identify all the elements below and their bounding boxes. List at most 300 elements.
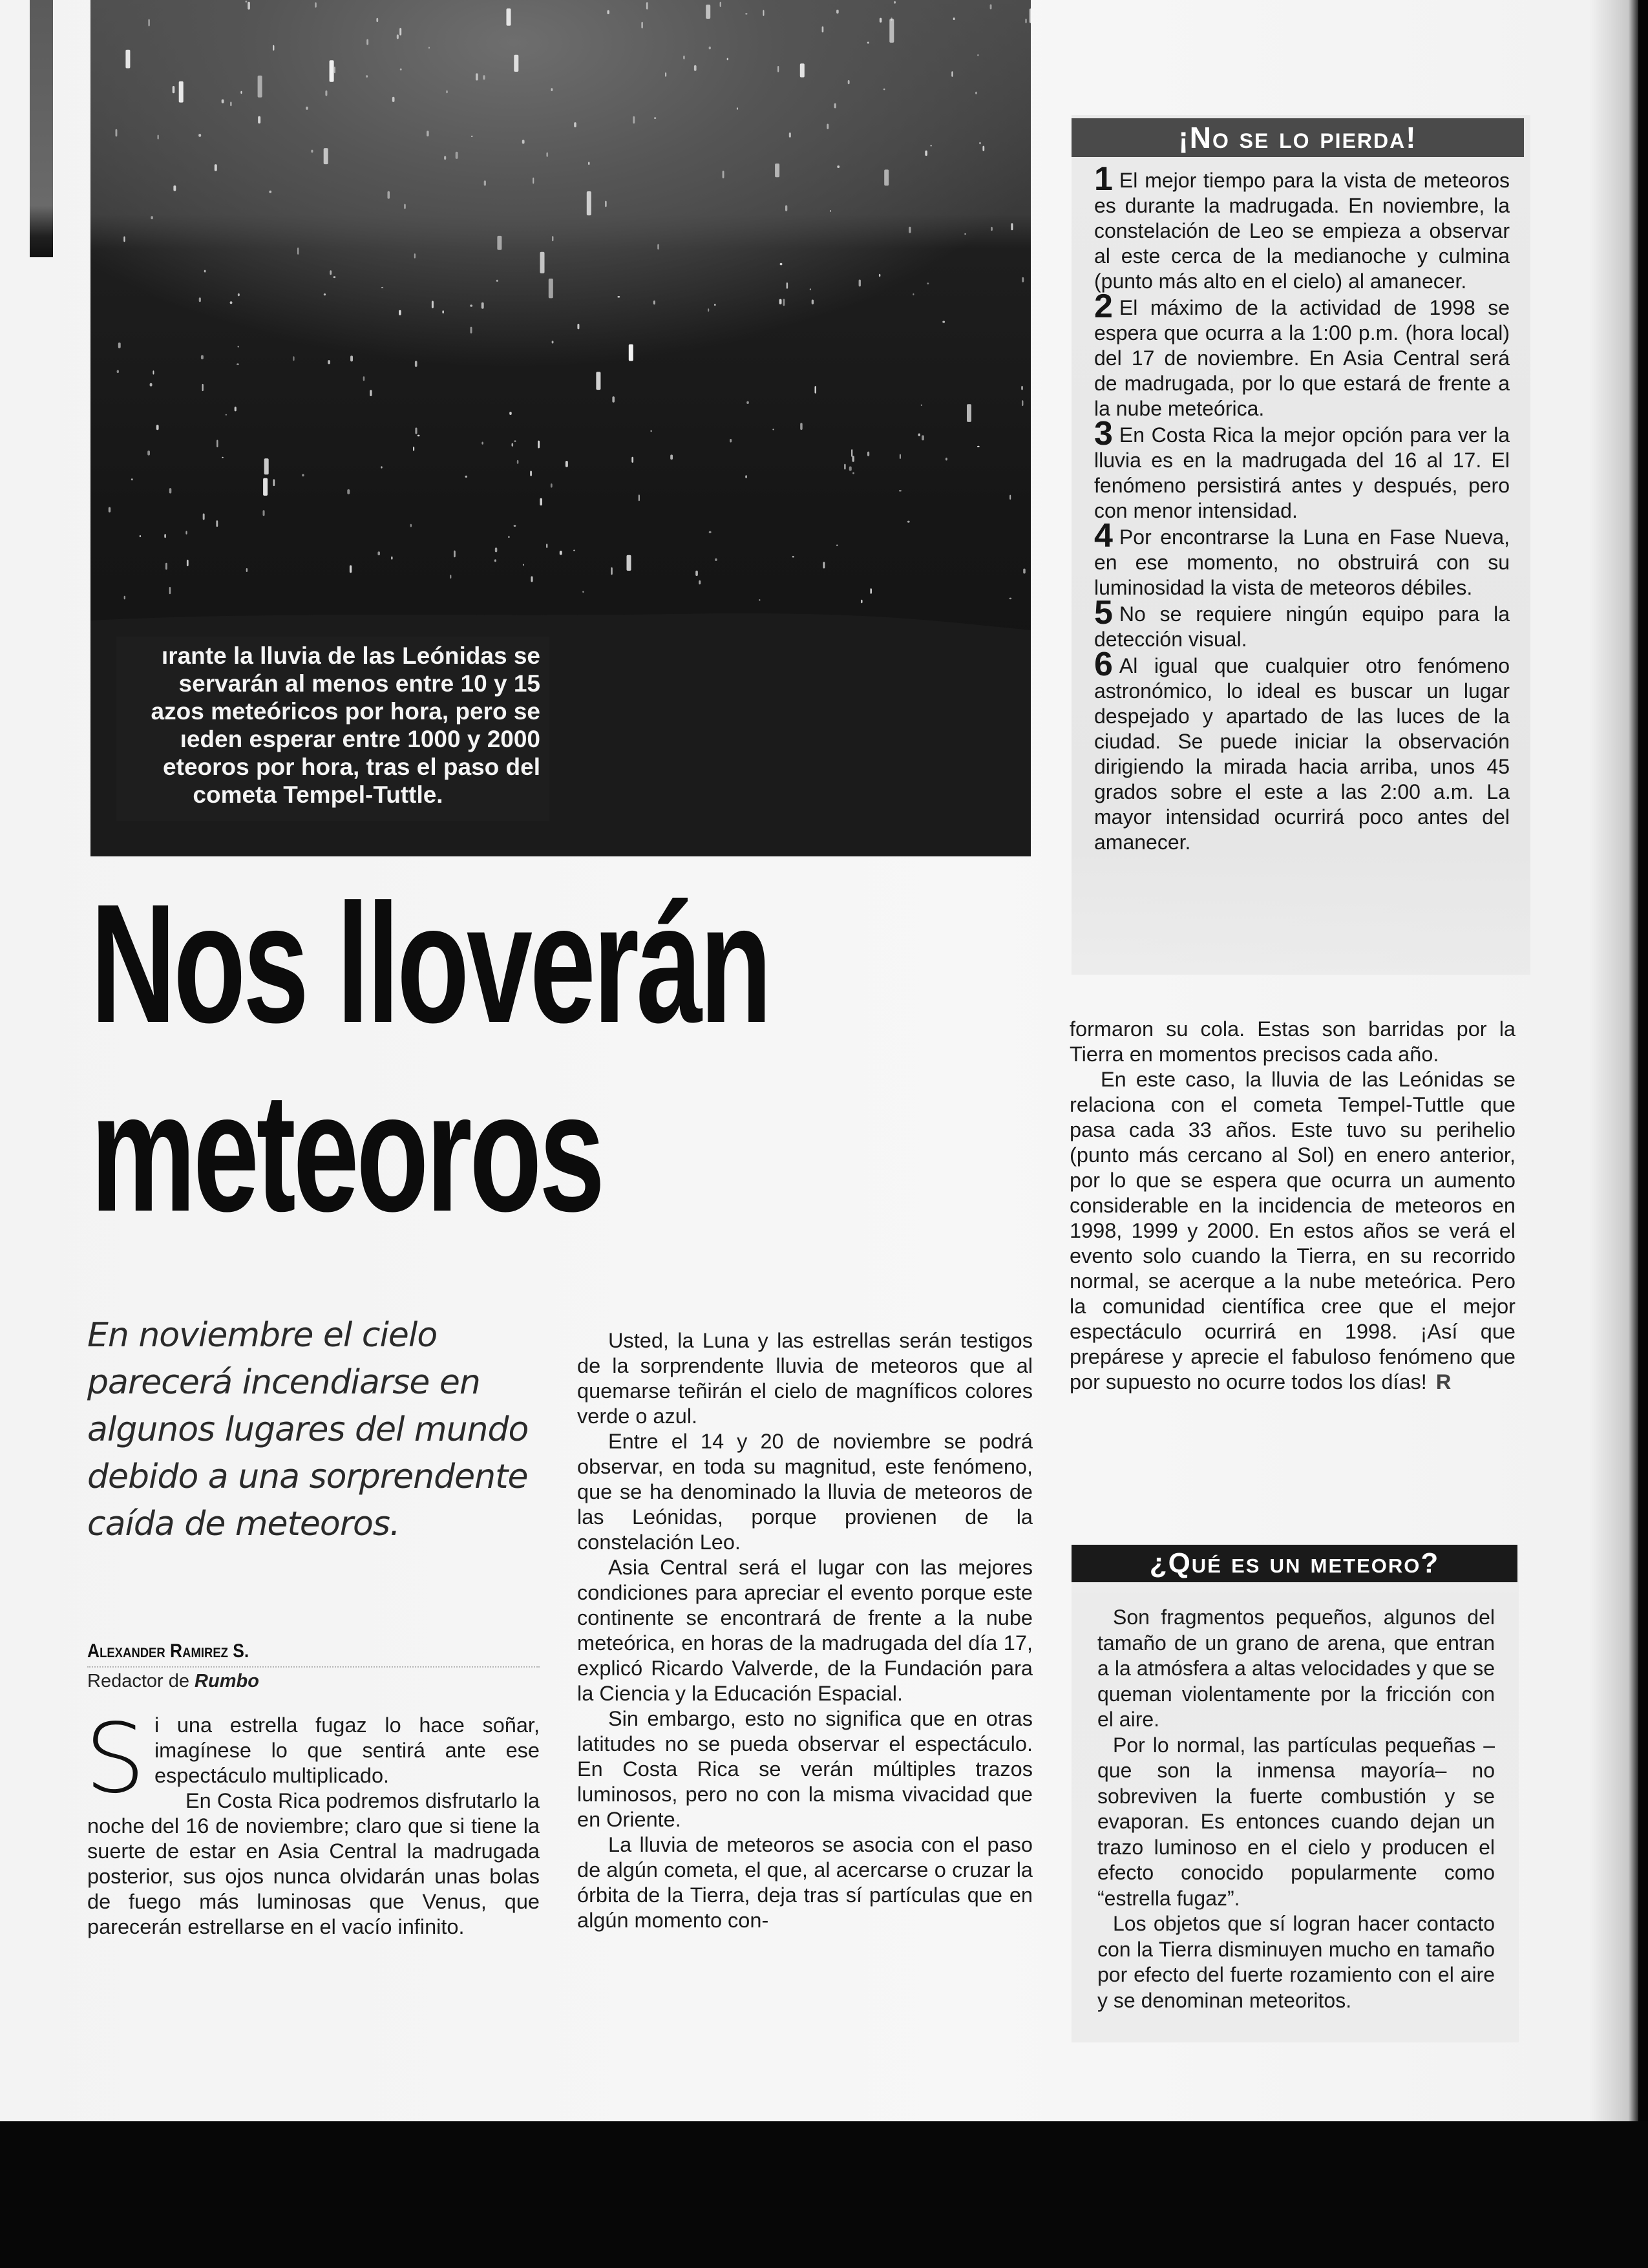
meteor-streak xyxy=(953,17,955,20)
meteor-streak xyxy=(918,434,921,436)
scanner-edge-right xyxy=(1638,0,1648,2121)
meteor-streak xyxy=(187,560,189,566)
meteor-streak xyxy=(333,276,336,278)
meteor-streak xyxy=(147,450,150,456)
meteor-streak xyxy=(867,452,869,456)
meteor-streak xyxy=(800,63,805,77)
body-paragraph: Sin embargo, esto no significa que en otras latitudes no se pueda observar el espectáculo. En Costa Rica se verán múltiples trazos luminosos, pero no con la misma vivacidad que en Oriente. xyxy=(577,1707,1033,1831)
meteor-streak xyxy=(694,65,697,71)
meteor-streak xyxy=(481,302,484,309)
meteor-streak xyxy=(967,404,971,422)
meteor-streak xyxy=(297,248,299,255)
meteor-streak xyxy=(415,428,417,434)
meteor-streak xyxy=(222,100,224,103)
meteor-streak xyxy=(670,454,673,460)
meteor-streak xyxy=(377,551,380,555)
meteor-streak xyxy=(530,471,532,476)
meteor-streak xyxy=(709,47,711,49)
meteor-streak xyxy=(642,22,643,28)
meteor-streak xyxy=(400,69,402,70)
meteor-streak xyxy=(118,343,121,348)
meteor-streak xyxy=(723,171,724,178)
meteor-streak xyxy=(201,355,204,359)
meteor-streak xyxy=(540,498,542,505)
meteor-streak xyxy=(376,18,378,22)
meteor-streak xyxy=(931,145,932,146)
meteor-streak xyxy=(507,8,511,26)
body-paragraph: Usted, la Luna y las estrellas serán testigos de la sorprendente lluvia de meteoros que al quemarse teñirán el cielo de magníficos colores verde o azul. xyxy=(577,1329,1033,1428)
meteor-streak xyxy=(428,47,430,49)
meteor-streak xyxy=(836,545,838,546)
meteor-streak xyxy=(263,478,268,496)
meteor-streak xyxy=(116,129,118,137)
meteor-streak xyxy=(427,131,428,136)
spine-strip xyxy=(30,0,53,257)
tip-item xyxy=(1094,415,1510,524)
tips-sidebar xyxy=(1072,115,1530,975)
meteor-streak xyxy=(900,454,901,460)
meteor-streak xyxy=(306,107,308,110)
meteor-streak xyxy=(884,169,889,185)
meteor-streak xyxy=(540,252,545,273)
meteor-streak xyxy=(215,164,217,171)
body-paragraph: La lluvia de meteoros se asocia con el paso de algún cometa, el que, al acercarse o cruzar la órbita de la Tierra, deja tras sí partículas que en algún momento con- xyxy=(577,1833,1033,1932)
meteor-streak xyxy=(587,191,591,215)
meteor-streak xyxy=(549,279,553,298)
meteor-streak xyxy=(470,304,472,307)
tip-number: 2 xyxy=(1094,288,1113,325)
sidebar-paragraph: Son fragmentos pequeños, algunos del tamaño de un grano de arena, que entran a la atmósfera a altas velocidades y que se queman violentamente por la fricción con el aire. xyxy=(1097,1606,1495,1731)
meteor-streak xyxy=(391,556,392,560)
meteor-streak xyxy=(894,1,896,4)
meteor-streak xyxy=(179,81,184,103)
meteor-streak xyxy=(977,446,980,447)
meteor-streak xyxy=(574,122,576,127)
meteor-streak xyxy=(991,227,993,231)
meteor-streak xyxy=(945,458,947,460)
tip-number: 1 xyxy=(1094,160,1113,198)
sidebar-paragraph: Los objetos que sí logran hacer contacto con la Tierra disminuyen mucho en tamaño por efecto del fuerte rozamiento con el aire y se denominan meteoritos. xyxy=(1097,1912,1495,2012)
tip-item xyxy=(1094,160,1510,294)
meteor-streak xyxy=(324,293,326,295)
meteor-streak xyxy=(551,483,553,488)
meteor-streak xyxy=(552,236,553,241)
meteor-streak xyxy=(334,67,335,73)
meteor-streak xyxy=(1022,277,1024,282)
meteor-streak xyxy=(302,474,304,476)
meteor-streak xyxy=(533,178,534,184)
meteor-streak xyxy=(203,513,205,520)
meteor-streak xyxy=(484,180,486,185)
author-role xyxy=(87,1671,259,1692)
meteor-streak xyxy=(982,146,984,151)
meteor-streak xyxy=(1009,598,1012,600)
tips-list xyxy=(1094,160,1510,855)
body-paragraph: Entre el 14 y 20 de noviembre se podrá observar, en toda su magnitud, este fenómeno, que se ha denominado la lluvia de meteoros de las Leónidas, porque provienen de la constelación Leo. xyxy=(577,1430,1033,1554)
meteor-streak xyxy=(1025,19,1026,23)
meteor-streak xyxy=(226,414,227,416)
meteor-streak xyxy=(512,443,514,447)
meteor-streak xyxy=(173,185,176,191)
meteor-streak xyxy=(293,356,294,361)
meteor-streak xyxy=(852,456,854,462)
meteor-streak xyxy=(977,54,978,56)
meteor-streak xyxy=(964,233,966,235)
meteor-streak xyxy=(366,75,368,78)
caption-line: eteoros por hora, tras el paso del xyxy=(163,754,540,780)
tip-item xyxy=(1094,288,1510,421)
meteor-streak xyxy=(546,153,548,157)
caption-line: azos meteóricos por hora, pero se xyxy=(151,698,540,725)
meteor-streak xyxy=(514,525,516,527)
meteor-streak xyxy=(573,550,575,551)
meteor-streak xyxy=(240,91,242,94)
meteor-streak xyxy=(848,80,850,84)
tip-item xyxy=(1094,646,1510,855)
meteor-streak xyxy=(709,531,712,534)
meteor-streak xyxy=(720,2,721,7)
byline-divider xyxy=(87,1666,540,1668)
meteor-streak xyxy=(517,460,519,464)
meteor-streak xyxy=(450,575,451,578)
tip-item xyxy=(1094,517,1510,600)
meteor-streak xyxy=(483,75,485,79)
meteor-streak xyxy=(258,116,260,123)
meteor-streak xyxy=(565,461,568,467)
meteor-streak xyxy=(646,2,648,9)
meteor-streak xyxy=(149,19,150,26)
meteor-streak xyxy=(456,152,458,159)
meteor-streak xyxy=(1009,495,1011,500)
meteor-streak xyxy=(927,282,929,284)
meteor-streak xyxy=(315,3,316,8)
meteor-streak xyxy=(657,244,659,250)
meteor-streak xyxy=(607,10,609,14)
meteor-streak xyxy=(695,571,698,576)
meteor-sidebar-body xyxy=(1097,1605,1495,2013)
caption-line: cometa Tempel-Tuttle. xyxy=(193,781,443,808)
meteor-streak xyxy=(169,587,171,594)
meteor-streak xyxy=(871,588,872,594)
meteor-streak xyxy=(746,401,749,404)
meteor-streak xyxy=(246,568,248,572)
meteor-streak xyxy=(979,142,981,145)
meteor-streak xyxy=(789,132,791,138)
meteor-streak xyxy=(852,472,854,474)
meteor-streak xyxy=(810,288,811,290)
meteor-streak xyxy=(230,101,232,106)
article-deck: En noviembre el cielo parecerá incendiarse en algunos lugares del mundo debido a una sorprendente caída de meteoros. xyxy=(87,1316,529,1543)
sidebar-paragraph: Por lo normal, las partículas pequeñas –que son la inmensa mayoría– no sobreviven la fuerte combustión y se evaporan. Es entonces cuando dejan un trazo luminoso en el cielo y producen el efecto conocido popularmente como “estrella fugaz”. xyxy=(1097,1733,1495,1910)
tip-text: Al igual que cualquier otro fenómeno astronómico, lo ideal es buscar un lugar despejado y apartado de las luces de la ciudad. Se puede iniciar la observación dirigiendo la mirada hacia arriba, unos 45 grados sobre el este a las 2:00 a.m. La mayor intensidad ocurrirá poco antes del amanecer. xyxy=(1094,654,1510,854)
meteor-streak xyxy=(392,97,395,102)
meteor-streak xyxy=(951,71,953,77)
tip-number: 6 xyxy=(1094,646,1113,683)
meteor-streak xyxy=(715,558,717,561)
meteor-streak xyxy=(899,490,902,491)
meteor-streak xyxy=(140,535,141,537)
meteor-streak xyxy=(588,162,589,165)
meteor-streak xyxy=(907,521,910,523)
caption-line: ıeden esperar entre 1000 y 2000 xyxy=(180,726,540,752)
meteor-streak xyxy=(125,50,130,69)
meteor-streak xyxy=(465,476,468,478)
meteor-streak xyxy=(311,150,313,153)
meteor-streak xyxy=(827,124,829,129)
tip-text: Por encontrarse la Luna en Fase Nueva, en ese momento, no obstruirá con su luminosidad la vista de meteoros débiles. xyxy=(1094,525,1510,599)
meteor-streak xyxy=(444,156,446,160)
tips-sidebar-title: ¡No se lo pierda! xyxy=(1072,118,1524,157)
meteor-streak xyxy=(551,88,553,91)
meteor-streak xyxy=(185,531,187,535)
meteor-streak xyxy=(665,72,666,77)
caption-line: servarán al menos entre 10 y 15 xyxy=(178,670,540,697)
meteor-streak xyxy=(1023,569,1026,574)
meteor-streak xyxy=(158,135,159,140)
drop-cap: S xyxy=(85,1703,145,1814)
meteor-streak xyxy=(328,360,330,364)
tip-number: 3 xyxy=(1094,415,1113,452)
caption-line: ırante la lluvia de las Leónidas se xyxy=(161,642,540,669)
meteor-streak xyxy=(708,308,709,312)
scanner-band-bottom xyxy=(0,2121,1648,2268)
meteor-streak xyxy=(975,92,977,94)
body-column-2 xyxy=(577,1328,1033,1933)
meteor-streak xyxy=(165,563,167,570)
meteor-streak xyxy=(605,201,607,207)
meteor-streak xyxy=(859,280,861,287)
meteor-streak xyxy=(153,370,154,374)
body-column-1 xyxy=(85,1703,540,1940)
meteor-streak xyxy=(727,58,728,61)
paragraph-text: i una estrella fugaz lo hace soñar, imagínese lo que sentirá ante ese espectáculo multiplicado. xyxy=(154,1713,540,1787)
meteor-streak xyxy=(654,117,656,119)
meteor-streak xyxy=(413,447,414,451)
meteor-streak xyxy=(737,107,738,110)
meteor-streak xyxy=(861,600,862,604)
meteor-streak xyxy=(849,467,852,471)
meteor-streak xyxy=(730,439,732,443)
tip-text: En Costa Rica la mejor opción para ver la lluvia es en la madrugada del 16 al 17. El fenómeno persistirá antes y después, pero con menor intensidad. xyxy=(1094,423,1510,522)
meteor-streak xyxy=(777,66,779,72)
meteor-streak xyxy=(471,136,472,137)
meteor-streak xyxy=(514,440,516,441)
body-paragraph: formaron su cola. Estas son barridas por la Tierra en momentos precisos cada año. xyxy=(1070,1017,1516,1066)
meteor-sidebar-title: ¿Qué es un meteoro? xyxy=(1072,1545,1517,1582)
meteor-streak xyxy=(942,321,945,323)
meteor-streak xyxy=(388,191,390,199)
meteor-streak xyxy=(582,591,584,593)
meteor-shower-photo xyxy=(90,0,1031,856)
author-name: Alexander Ramirez S. xyxy=(87,1640,249,1662)
meteor-streak xyxy=(880,18,882,23)
meteor-streak xyxy=(370,390,372,396)
meteor-streak xyxy=(432,301,434,308)
meteor-streak xyxy=(156,425,159,430)
meteor-streak xyxy=(830,210,831,212)
meteor-streak xyxy=(889,19,894,43)
meteor-streak xyxy=(812,300,814,304)
meteor-streak xyxy=(258,76,262,98)
meteor-streak xyxy=(1021,386,1022,390)
meteor-streak xyxy=(879,274,880,277)
meteor-streak xyxy=(823,562,825,568)
body-column-3 xyxy=(1070,1017,1516,1395)
meteor-streak xyxy=(264,458,269,474)
meteor-streak xyxy=(381,287,383,288)
meteor-streak xyxy=(217,440,218,448)
meteor-streak xyxy=(273,45,274,51)
meteor-streak xyxy=(560,551,562,555)
body-paragraph xyxy=(85,1703,540,1814)
meteor-streak xyxy=(759,599,760,600)
tip-text: No se requiere ningún equipo para la detección visual. xyxy=(1094,602,1510,651)
meteor-streak xyxy=(508,536,510,538)
meteor-streak xyxy=(745,475,747,478)
meteor-streak xyxy=(238,293,240,296)
meteor-streak xyxy=(199,297,201,302)
meteor-streak xyxy=(837,165,840,168)
meteor-streak xyxy=(633,116,635,123)
meteor-streak xyxy=(683,56,684,59)
meteor-streak xyxy=(617,296,620,298)
meteor-streak xyxy=(470,327,472,334)
meteor-streak xyxy=(117,370,119,374)
meteor-streak xyxy=(363,376,365,381)
meteor-streak xyxy=(495,547,498,552)
headline-line-2: meteoros xyxy=(90,1057,602,1247)
meteor-definition-sidebar xyxy=(1072,1545,1519,2042)
meteor-streak xyxy=(237,363,239,365)
paragraph-text: En este caso, la lluvia de las Leónidas se relaciona con el cometa Tempel-Tuttle que pasa cada 33 años. Este tuvo su perihelio (punto más cercano al Sol) en enero anterior, por lo que se espera que ocurra un aumento considerable en la incidencia de meteoros en 1998, 1999 y 2000. En estos años se verá el evento solo cuando la Tierra, en su recorrido normal, se acerque a la nube meteórica. Pero la comunidad científica cree que el mejor espectáculo ocurrirá en 1998. ¡Así que prepárese y aprecie el fabuloso fenómeno que por supuesto no ocurre todos los días! xyxy=(1070,1068,1516,1394)
meteor-streak xyxy=(494,559,496,562)
meteor-streak xyxy=(1022,400,1023,406)
meteor-streak xyxy=(779,299,782,304)
meteor-streak xyxy=(216,520,218,527)
meteor-streak xyxy=(627,555,631,571)
meteor-streak xyxy=(785,206,787,211)
end-mark: R xyxy=(1435,1370,1452,1394)
meteor-streak xyxy=(775,164,779,177)
meteor-streak xyxy=(381,466,383,468)
meteor-streak xyxy=(787,282,788,289)
meteor-streak xyxy=(800,423,802,430)
meteor-streak xyxy=(909,227,911,233)
meteor-streak xyxy=(263,510,265,516)
meteor-streak xyxy=(415,361,417,367)
meteor-streak xyxy=(404,204,405,209)
meteor-streak xyxy=(164,534,166,538)
meteor-streak xyxy=(347,489,350,494)
meteor-streak xyxy=(772,429,774,430)
meteor-streak xyxy=(639,494,640,501)
meteor-streak xyxy=(123,237,125,242)
meteor-streak xyxy=(198,134,201,137)
meteor-streak xyxy=(173,86,175,93)
meteor-streak xyxy=(531,577,533,582)
meteor-streak xyxy=(324,148,328,164)
meteor-streak xyxy=(269,191,271,193)
meteor-streak xyxy=(131,478,133,480)
meteor-streak xyxy=(844,464,845,470)
meteor-streak xyxy=(222,457,224,458)
tip-text: El mejor tiempo para la vista de meteoros es durante la madrugada. En noviembre, la constelación de Leo se empieza a observar al este cerca de la medianoche y culmina (punto más alto en el cielo) al amanecer. xyxy=(1094,169,1510,293)
meteor-streak xyxy=(330,270,332,275)
author-role-prefix: Redactor de xyxy=(87,1671,195,1691)
meteor-streak xyxy=(629,344,633,361)
meteor-streak xyxy=(246,1,248,3)
meteor-streak xyxy=(631,457,633,463)
meteor-streak xyxy=(1030,8,1031,23)
meteor-streak xyxy=(273,479,275,486)
meteor-streak xyxy=(763,10,764,16)
meteor-streak xyxy=(706,5,710,19)
meteor-streak xyxy=(399,310,401,315)
meteor-streak xyxy=(792,556,794,557)
meteor-streak xyxy=(350,566,352,573)
meteor-streak xyxy=(815,386,816,394)
meteor-streak xyxy=(481,442,483,445)
meteor-streak xyxy=(235,407,237,411)
meteor-streak xyxy=(446,90,447,94)
meteor-streak xyxy=(611,567,612,575)
body-paragraph: Asia Central será el lugar con las mejores condiciones para apreciar el evento porque este continente se encontrará de frente a la nube meteórica, en horas de la madrugada del día 17, explicó Ricardo Valverde, de la Fundación para la Ciencia y la Educación Espacial. xyxy=(577,1556,1033,1705)
meteor-streak xyxy=(496,280,498,282)
meteor-streak xyxy=(202,384,204,391)
meteor-streak xyxy=(514,55,518,72)
meteor-streak xyxy=(714,304,715,306)
meteor-streak xyxy=(1011,223,1013,230)
meteor-streak xyxy=(745,13,747,15)
meteor-streak xyxy=(350,355,353,361)
meteor-streak xyxy=(442,310,444,313)
meteor-streak xyxy=(325,90,327,96)
meteor-streak xyxy=(150,383,153,387)
photo-caption xyxy=(116,637,549,821)
meteor-streak xyxy=(497,236,502,250)
meteor-streak xyxy=(867,42,869,44)
meteor-streak xyxy=(238,346,239,348)
meteor-streak xyxy=(417,435,420,437)
article-headline xyxy=(90,869,770,1247)
meteor-streak xyxy=(124,596,125,600)
tip-number: 5 xyxy=(1094,594,1113,631)
tip-number: 4 xyxy=(1094,517,1113,555)
meteor-streak xyxy=(399,28,401,36)
body-paragraph xyxy=(1070,1067,1516,1395)
meteor-streak xyxy=(230,301,233,304)
meteor-streak xyxy=(454,551,456,558)
meteor-streak xyxy=(990,5,992,10)
meteor-streak xyxy=(650,430,652,432)
meteor-streak xyxy=(204,270,206,273)
meteor-streak xyxy=(836,10,839,14)
meteor-streak xyxy=(925,151,927,156)
meteor-streak xyxy=(522,140,525,143)
meteor-streak xyxy=(509,412,512,415)
meteor-streak xyxy=(699,580,701,584)
meteor-streak xyxy=(151,216,153,219)
meteor-streak xyxy=(546,544,547,548)
tip-text: El máximo de la actividad de 1998 se espera que ocurra a la 1:00 p.m. (hora local) del 17 de noviembre. En Asia Central será de madrugada, por lo que estará de frente a la nube meteórica. xyxy=(1094,296,1510,420)
meteor-streak xyxy=(414,253,416,259)
meteor-streak xyxy=(366,39,368,45)
meteor-streak xyxy=(476,73,478,80)
tip-item xyxy=(1094,594,1510,652)
meteor-streak xyxy=(783,299,785,306)
meteor-streak xyxy=(653,301,655,304)
meteor-streak xyxy=(834,103,836,109)
